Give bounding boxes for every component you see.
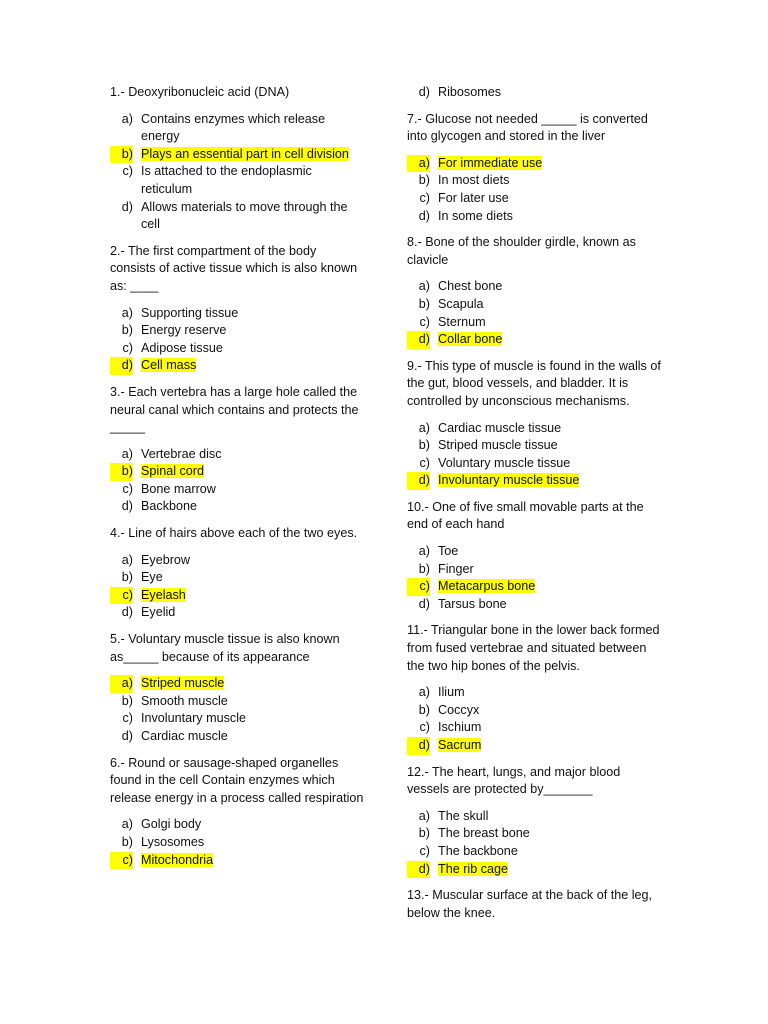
question-block (407, 234, 662, 349)
question-text: 5.- Voluntary muscle tissue is also known as_____ because of its appearance (110, 632, 340, 664)
option-text: Sternum (438, 314, 486, 329)
question-block (407, 887, 662, 922)
option-text-wrap (430, 737, 662, 755)
option-letter: b) (418, 296, 430, 311)
option-text-wrap (430, 155, 662, 173)
option-text: Supporting tissue (141, 305, 239, 320)
option-text: Cardiac muscle (141, 729, 228, 743)
option-text-wrap (430, 437, 662, 455)
option-text-wrap (430, 208, 662, 226)
question-text: 7.- Glucose not needed _____ is converted into glycogen and stored in the liver (407, 111, 648, 144)
question-block (407, 499, 662, 614)
question-block (110, 525, 365, 622)
answer-options (407, 278, 662, 348)
option-text: Metacarpus bone (438, 579, 536, 594)
option-letter: c) (122, 711, 133, 726)
answer-option-correct (407, 155, 662, 173)
option-text: Coccyx (438, 702, 480, 717)
answer-option (110, 199, 365, 234)
option-text-wrap (430, 596, 662, 614)
option-text-wrap (133, 852, 365, 870)
question-text: 2.- The first compartment of the body consists of active tissue which is also known as: ____ (110, 243, 358, 293)
answer-option (110, 163, 365, 198)
option-text-wrap (430, 543, 662, 561)
option-text-wrap (133, 446, 365, 464)
option-text: Voluntary muscle tissue (438, 455, 571, 470)
option-letter: a) (418, 420, 430, 435)
option-text-wrap (430, 684, 662, 702)
option-letter: a) (110, 675, 133, 693)
question-block (110, 243, 365, 375)
answer-option-correct (407, 578, 662, 596)
question-text: 3.- Each vertebra has a large hole called the neural canal which contains and protects the _____ (110, 384, 359, 435)
answer-option (407, 719, 662, 737)
answer-option (407, 190, 662, 208)
question-block (407, 111, 662, 226)
option-text-wrap (430, 314, 662, 332)
option-text: Golgi body (141, 817, 202, 832)
option-text: Vertebrae disc (141, 446, 222, 461)
option-text: Eye (141, 570, 163, 585)
option-text: Ribosomes (438, 85, 501, 99)
option-text: Toe (438, 544, 459, 559)
answer-option (407, 314, 662, 332)
answer-option-correct (110, 357, 365, 375)
option-text-wrap (133, 498, 365, 516)
option-letter: a) (121, 111, 133, 126)
answer-option (110, 111, 365, 146)
option-text: For later use (438, 190, 509, 205)
option-text-wrap (133, 552, 365, 570)
option-letter: b) (110, 146, 133, 164)
left-column (110, 84, 365, 878)
option-text-wrap (430, 84, 662, 102)
answer-option (110, 604, 365, 622)
answer-option-correct (407, 331, 662, 349)
answer-option (110, 816, 365, 834)
answer-option (407, 543, 662, 561)
question-text: 12.- The heart, lungs, and major blood vessels are protected by_______ (407, 764, 621, 797)
answer-option (110, 340, 365, 358)
option-letter: a) (121, 817, 133, 832)
option-text: Backbone (141, 499, 198, 514)
option-text: Eyelid (141, 605, 176, 620)
option-letter: c) (122, 164, 133, 179)
option-text: Collar bone (438, 332, 503, 347)
answer-options (407, 155, 662, 225)
answer-options (407, 684, 662, 754)
option-text-wrap (430, 331, 662, 349)
question-block (110, 631, 365, 746)
option-letter: b) (418, 702, 430, 717)
option-letter: d) (110, 357, 133, 375)
question-block (407, 358, 662, 490)
option-letter: b) (418, 438, 430, 453)
option-text: Contains enzymes which release energy (141, 111, 326, 144)
question-text: 4.- Line of hairs above each of the two eyes. (110, 526, 358, 541)
answer-options (407, 420, 662, 490)
option-text: Involuntary muscle (141, 711, 246, 726)
answer-option (407, 437, 662, 455)
answer-options (110, 446, 365, 516)
option-text-wrap (133, 163, 365, 198)
answer-options (110, 305, 365, 375)
option-letter: d) (407, 861, 430, 879)
option-letter: c) (110, 852, 133, 870)
option-text-wrap (133, 322, 365, 340)
answer-option (110, 498, 365, 516)
option-text-wrap (430, 719, 662, 737)
option-text: Ischium (438, 720, 482, 735)
option-text: Mitochondria (141, 852, 214, 867)
answer-option (407, 172, 662, 190)
answer-option (110, 446, 365, 464)
option-letter: a) (418, 685, 430, 700)
option-text-wrap (133, 463, 365, 481)
answer-option (407, 808, 662, 826)
option-letter: b) (121, 834, 133, 849)
answer-option (110, 693, 365, 711)
option-text: The skull (438, 808, 489, 823)
option-text: Ilium (438, 685, 465, 700)
option-text: Involuntary muscle tissue (438, 473, 580, 488)
option-text-wrap (133, 481, 365, 499)
answer-option (110, 305, 365, 323)
question-text: 1.- Deoxyribonucleic acid (DNA) (110, 85, 290, 99)
option-text: The rib cage (438, 861, 509, 876)
option-text: Striped muscle (141, 676, 225, 691)
option-text: In most diets (438, 173, 510, 188)
option-text-wrap (133, 675, 365, 693)
answer-option-correct (110, 852, 365, 870)
option-letter: c) (122, 340, 133, 355)
option-letter: b) (121, 693, 133, 708)
option-text-wrap (133, 111, 365, 146)
option-letter: b) (121, 570, 133, 585)
option-letter: d) (121, 199, 133, 214)
answer-option (407, 561, 662, 579)
option-text: For immediate use (438, 155, 543, 170)
option-text: Chest bone (438, 279, 503, 294)
option-letter: b) (418, 561, 430, 576)
option-text: Sacrum (438, 738, 482, 752)
answer-option (407, 296, 662, 314)
option-letter: c) (110, 587, 133, 605)
option-letter: d) (418, 85, 430, 99)
option-letter: d) (418, 208, 430, 223)
option-letter: b) (418, 173, 430, 188)
answer-option (110, 710, 365, 728)
answer-options (407, 84, 662, 102)
option-text-wrap (133, 816, 365, 834)
answer-options (407, 808, 662, 878)
answer-option-correct (110, 463, 365, 481)
answer-option (110, 552, 365, 570)
answer-option-correct (407, 737, 662, 755)
question-block (110, 84, 365, 234)
option-text-wrap (430, 825, 662, 843)
option-text-wrap (430, 190, 662, 208)
option-letter: d) (121, 729, 133, 743)
option-letter: c) (407, 578, 430, 596)
answer-options (110, 111, 365, 234)
option-letter: c) (419, 455, 430, 470)
option-letter: c) (419, 720, 430, 735)
option-text: Is attached to the endoplasmic reticulum (141, 164, 312, 196)
option-text-wrap (133, 569, 365, 587)
answer-option (110, 569, 365, 587)
option-text-wrap (430, 578, 662, 596)
question-text: 8.- Bone of the shoulder girdle, known as clavicle (407, 235, 636, 267)
answer-option (407, 702, 662, 720)
answer-option (407, 843, 662, 861)
option-text-wrap (430, 702, 662, 720)
option-letter: d) (121, 605, 133, 620)
option-text-wrap (133, 357, 365, 375)
option-text-wrap (133, 710, 365, 728)
answer-option (407, 420, 662, 438)
question-text: 11.- Triangular bone in the lower back formed from fused vertebrae and situated between the two hip bones of the pelvis. (407, 623, 660, 673)
question-text: 10.- One of five small movable parts at the end of each hand (407, 499, 644, 532)
answer-option (407, 278, 662, 296)
option-letter: a) (418, 279, 430, 294)
option-letter: d) (121, 499, 133, 514)
question-block (407, 622, 662, 754)
option-text: Lysosomes (141, 834, 205, 849)
option-letter: c) (122, 481, 133, 496)
option-text: Adipose tissue (141, 340, 223, 355)
option-text: Eyelash (141, 587, 186, 602)
option-text: Allows materials to move through the cell (141, 199, 348, 232)
option-text-wrap (133, 587, 365, 605)
answer-option (407, 84, 662, 102)
option-letter: d) (407, 737, 430, 755)
option-text: Cell mass (141, 358, 197, 373)
option-text: Cardiac muscle tissue (438, 420, 562, 435)
answer-option (407, 455, 662, 473)
option-letter: c) (419, 314, 430, 329)
option-text: Tarsus bone (438, 596, 507, 611)
option-text-wrap (133, 146, 365, 164)
option-text: In some diets (438, 208, 513, 223)
answer-option (407, 825, 662, 843)
option-text-wrap (133, 834, 365, 852)
answer-option-correct (407, 472, 662, 490)
option-text: Finger (438, 561, 474, 576)
answer-options (110, 816, 365, 869)
option-letter: d) (407, 331, 430, 349)
option-text-wrap (133, 199, 365, 234)
option-text-wrap (430, 278, 662, 296)
answer-option (110, 322, 365, 340)
option-letter: a) (418, 808, 430, 823)
option-letter: b) (121, 323, 133, 338)
option-text: Scapula (438, 296, 484, 311)
question-block (407, 764, 662, 879)
answer-option (110, 728, 365, 746)
option-text: Smooth muscle (141, 693, 228, 708)
option-letter: c) (419, 190, 430, 205)
option-text-wrap (430, 296, 662, 314)
answer-options (110, 675, 365, 745)
answer-option (407, 596, 662, 614)
option-letter: d) (407, 472, 430, 490)
option-text: Striped muscle tissue (438, 438, 558, 453)
answer-option (110, 834, 365, 852)
question-text: 6.- Round or sausage-shaped organelles found in the cell Contain enzymes which release energy in a process called respiration (110, 755, 364, 805)
question-block (407, 84, 662, 102)
option-text: Bone marrow (141, 481, 216, 496)
option-text-wrap (133, 728, 365, 746)
right-column (407, 84, 662, 931)
answer-options (110, 552, 365, 622)
option-text: The backbone (438, 843, 518, 858)
option-text-wrap (430, 420, 662, 438)
question-block (110, 755, 365, 870)
option-letter: a) (121, 552, 133, 567)
answer-option (407, 208, 662, 226)
answer-options (407, 543, 662, 613)
option-letter: b) (418, 826, 430, 841)
answer-option-correct (407, 861, 662, 879)
answer-option-correct (110, 146, 365, 164)
option-text-wrap (430, 808, 662, 826)
answer-option (407, 684, 662, 702)
question-text: 13.- Muscular surface at the back of the leg, below the knee. (407, 888, 653, 920)
option-letter: a) (121, 446, 133, 461)
option-text-wrap (133, 693, 365, 711)
answer-option-correct (110, 587, 365, 605)
option-letter: b) (110, 463, 133, 481)
option-text: Eyebrow (141, 552, 190, 567)
answer-option-correct (110, 675, 365, 693)
question-block (110, 384, 365, 516)
answer-option (110, 481, 365, 499)
option-text-wrap (133, 340, 365, 358)
option-text-wrap (430, 172, 662, 190)
option-letter: a) (121, 305, 133, 320)
option-text-wrap (430, 861, 662, 879)
option-text: Plays an essential part in cell division (141, 146, 349, 161)
option-text: Spinal cord (141, 464, 205, 479)
option-text-wrap (430, 561, 662, 579)
option-text: The breast bone (438, 826, 530, 841)
option-letter: d) (418, 596, 430, 611)
question-text: 9.- This type of muscle is found in the walls of the gut, blood vessels, and bladder. It is controlled by unconscious mechanisms. (407, 358, 661, 408)
option-text: Energy reserve (141, 323, 227, 338)
option-text-wrap (430, 472, 662, 490)
option-letter: c) (419, 843, 430, 858)
option-letter: a) (407, 155, 430, 173)
option-letter: a) (418, 544, 430, 559)
option-text-wrap (430, 843, 662, 861)
option-text-wrap (133, 604, 365, 622)
option-text-wrap (133, 305, 365, 323)
option-text-wrap (430, 455, 662, 473)
